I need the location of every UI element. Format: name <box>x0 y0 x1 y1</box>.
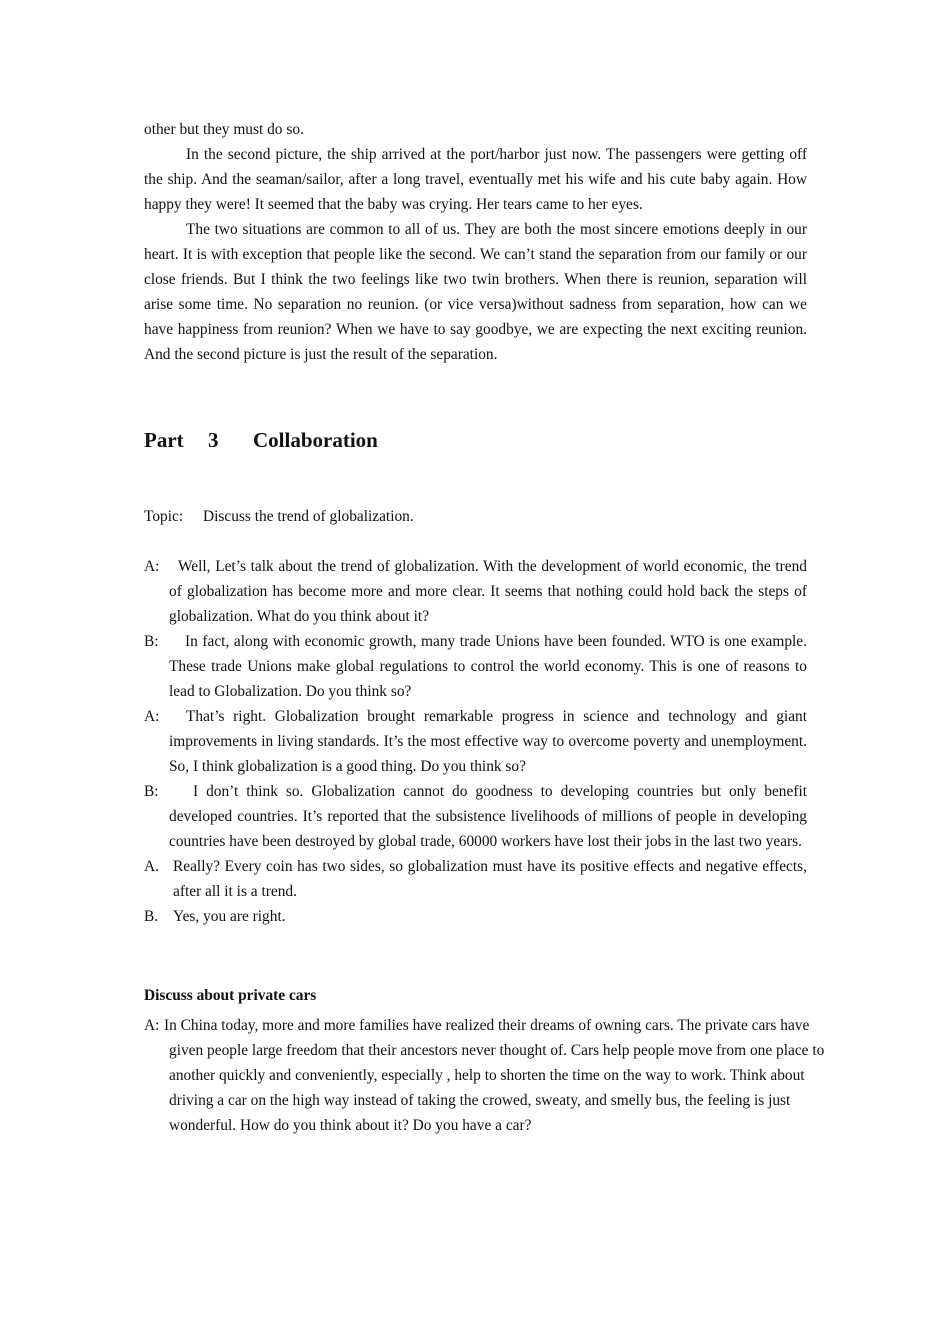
intro-block <box>144 117 807 367</box>
dialogue-turn <box>144 554 807 629</box>
globalization-dialogue <box>144 554 807 929</box>
intro-first-line: other but they must do so. <box>144 121 304 138</box>
dialogue-text: Yes, you are right. <box>173 908 286 925</box>
dialogue-turn <box>144 704 807 779</box>
topic-line <box>144 504 414 529</box>
intro-paragraph-situations: The two situations are common to all of us. They are both the most sincere emotions deeply in our heart. It is with exception that people like the second. We can’t stand the separation from our family or our close friends. But I think the two feelings like two twin brothers. When there is reunion, separation will arise some time. No separation no reunion. (or vice versa)without sadness from separation, how can we have happiness from reunion? When we have to say goodbye, we are expecting the next exciting reunion. And the second picture is just the result of the separation. <box>144 221 807 363</box>
dialogue-speaker: A: <box>144 708 160 725</box>
dialogue-speaker: A: <box>144 1017 160 1034</box>
dialogue-speaker: A. <box>144 858 159 875</box>
dialogue-text: Well, Let’s talk about the trend of globalization. With the development of world economic, the trend of globalization has become more and more clear. It seems that nothing could hold back the steps of globalization. What do you think about it? <box>169 558 807 625</box>
dialogue-text: In fact, along with economic growth, many trade Unions have been founded. WTO is one example. These trade Unions make global regulations to control the world economy. This is one of reasons to lead to Globalization. Do you think so? <box>169 633 807 700</box>
dialogue-speaker: B: <box>144 633 159 650</box>
dialogue-text: That’s right. Globalization brought remarkable progress in science and technology and giant improvements in living standards. It’s the most effective way to overcome poverty and unemployment. So, I think globalization is a good thing. Do you think so? <box>169 708 807 775</box>
dialogue-speaker: B: <box>144 783 159 800</box>
section-heading <box>144 428 378 453</box>
topic-text: Discuss the trend of globalization. <box>203 508 414 525</box>
dialogue-turn <box>144 854 807 904</box>
dialogue-turn <box>144 629 807 704</box>
section-part-label: Part <box>144 428 184 452</box>
dialogue-turn <box>144 904 807 929</box>
dialogue-speaker: A: <box>144 558 160 575</box>
private-cars-block <box>144 1013 826 1138</box>
dialogue-text: In China today, more and more families have realized their dreams of owning cars. The private cars have given people large freedom that their ancestors never thought of. Cars help people move from one place to another quickly and conveniently, especially , help to shorten the time on the way to work. Think about driving a car on the high way instead of taking the crowed, sweaty, and smelly bus, the feeling is just wonderful. How do you think about it? Do you have a car? <box>164 1017 825 1134</box>
dialogue-turn <box>144 779 807 854</box>
section-part-number: 3 <box>208 428 219 452</box>
private-cars-heading: Discuss about private cars <box>144 987 317 1004</box>
dialogue-text: I don’t think so. Globalization cannot do goodness to developing countries but only benefit developed countries. It’s reported that the subsistence livelihoods of millions of people in developing countries have been destroyed by global trade, 60000 workers have lost their jobs in the last two years. <box>169 783 807 850</box>
topic-label: Topic: <box>144 508 184 525</box>
section-part-title: Collaboration <box>253 428 378 452</box>
intro-paragraph-ship: In the second picture, the ship arrived at the port/harbor just now. The passengers were getting off the ship. And the seaman/sailor, after a long travel, eventually met his wife and his cute baby again. How happy they were! It seemed that the baby was crying. Her tears came to her eyes. <box>144 146 807 213</box>
dialogue-speaker: B. <box>144 908 159 925</box>
dialogue-text: Really? Every coin has two sides, so globalization must have its positive effects and negative effects, after all it is a trend. <box>173 858 807 900</box>
dialogue-turn <box>144 1013 826 1138</box>
